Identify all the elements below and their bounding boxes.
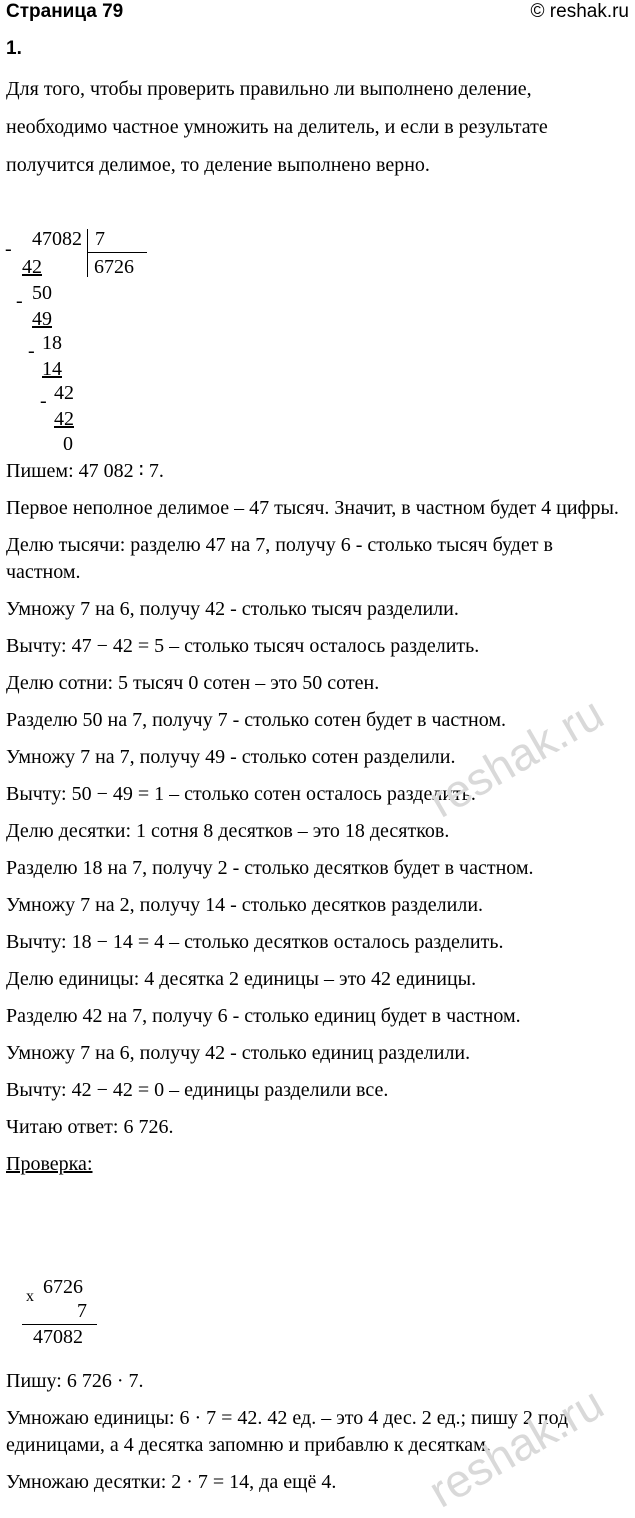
step-line: Умножу 7 на 7, получу 49 - столько сотен разделили. [6,746,456,768]
step-line: Умножаю единицы: 6 · 7 = 42. 42 ед. – это 4 дес. 2 ед.; пишу 2 под единицами, а 4 десятка запомню и прибавлю к десяткам. [6,1407,569,1456]
division-row: 14 [42,358,62,380]
step-line: Первое неполное делимое – 47 тысяч. Значит, в частном будет 4 цифры. [6,497,619,519]
division-row: 42 [22,256,42,278]
solution-steps [6,458,631,1188]
intro-paragraph: Для того, чтобы проверить правильно ли выполнено деление, необходимо частное умножить на делитель, и если в результате получится делимое, то деление выполнено верно. [6,78,548,176]
dividend: 47082 [32,228,82,250]
source-label: © reshak.ru [530,1,629,22]
step-line: Читаю ответ: 6 726. [6,1116,174,1138]
multiplicand: 6726 [43,1276,83,1298]
watermark: reshak.ru [419,1376,612,1518]
multiplier: 7 [77,1300,87,1322]
watermark: reshak.ru [419,686,612,828]
step-line: Пишу: 6 726 · 7. [6,1370,144,1392]
product: 47082 [33,1326,83,1348]
multiplication-steps [6,1368,631,1506]
division-row: 42 [54,408,74,430]
task-number: 1. [6,38,22,59]
step-line: Вычту: 47 − 42 = 5 – столько тысяч осталось разделить. [6,635,480,657]
quotient: 6726 [94,256,134,278]
check-label: Проверка: [6,1153,93,1175]
division-row: 50 [32,282,52,304]
step-line: Вычту: 18 − 14 = 4 – столько десятков осталось разделить. [6,931,504,953]
step-line: Делю сотни: 5 тысяч 0 сотен – это 50 сотен. [6,672,380,694]
minus-sign: - [40,390,47,412]
division-vertical-line [87,229,88,277]
division-row: 18 [42,332,62,354]
minus-sign: - [5,238,12,260]
step-line: Делю десятки: 1 сотня 8 десятков – это 18 десятков. [6,820,450,842]
step-line: Умножу 7 на 6, получу 42 - столько тысяч разделили. [6,598,459,620]
divisor: 7 [95,228,105,250]
page-number: Страница 79 [6,1,124,22]
minus-sign: - [16,290,23,312]
division-row: 0 [63,433,73,455]
division-row: 42 [54,382,74,404]
step-line: Разделю 18 на 7, получу 2 - столько десятков будет в частном. [6,857,534,879]
multiply-sign: x [26,1288,34,1305]
step-line: Разделю 50 на 7, получу 7 - столько сотен будет в частном. [6,709,506,731]
step-line: Делю тысячи: разделю 47 на 7, получу 6 - столько тысяч будет в частном. [6,534,553,583]
multiplication-line [22,1324,97,1325]
step-line: Умножу 7 на 2, получу 14 - столько десятков разделили. [6,894,484,916]
division-horizontal-line [87,252,147,253]
step-line: Умножаю десятки: 2 · 7 = 14, да ещё 4. [6,1471,337,1493]
step-line: Вычту: 42 − 42 = 0 – единицы разделили все. [6,1079,389,1101]
step-line: Разделю 42 на 7, получу 6 - столько единиц будет в частном. [6,1005,521,1027]
step-line: Делю единицы: 4 десятка 2 единицы – это 42 единицы. [6,968,477,990]
minus-sign: - [28,340,35,362]
step-line: Пишем: 47 082 ∶ 7. [6,460,164,482]
step-line: Вычту: 50 − 49 = 1 – столько сотен осталось разделить. [6,783,476,805]
division-row: 49 [32,308,52,330]
step-line: Умножу 7 на 6, получу 42 - столько единиц разделили. [6,1042,471,1064]
